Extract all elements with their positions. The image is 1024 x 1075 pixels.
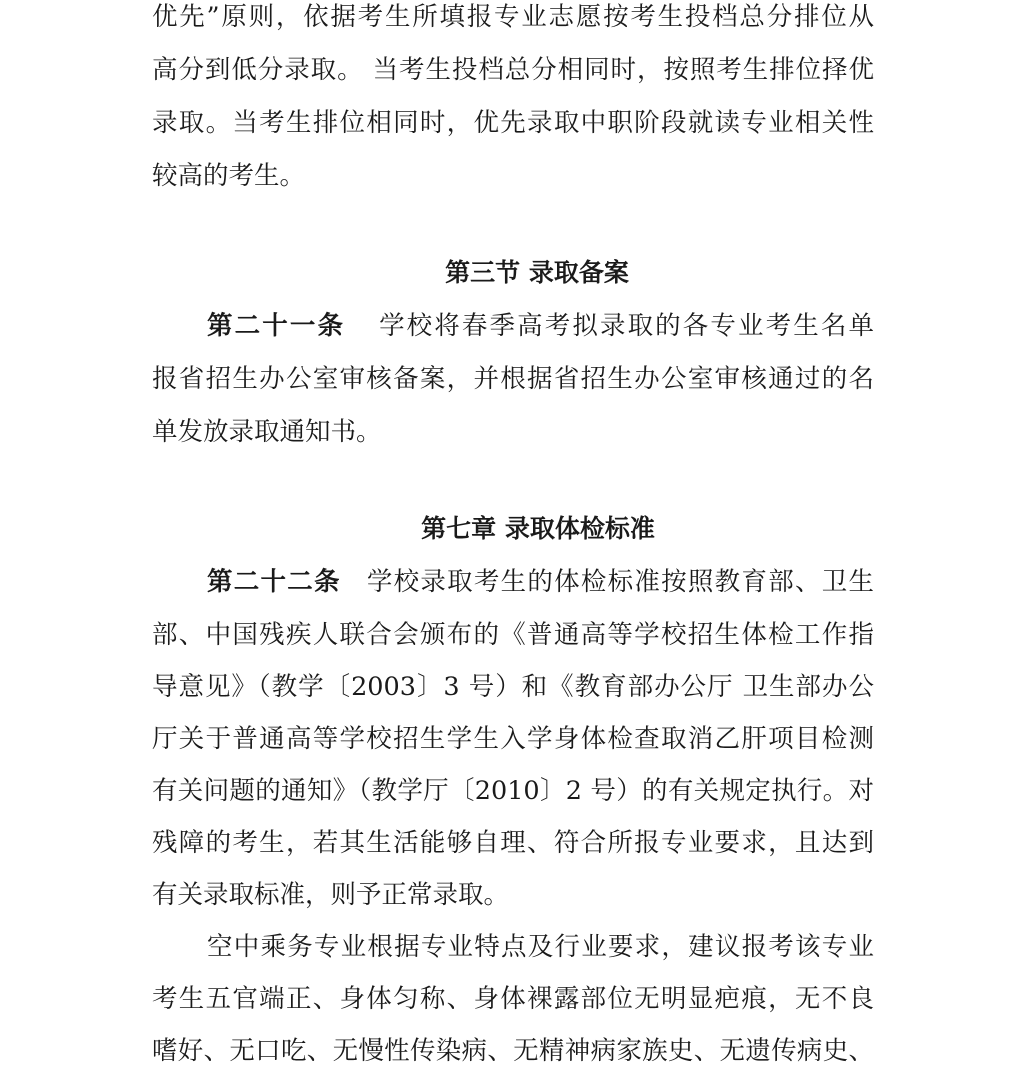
paragraph-line: 部、中国残疾人联合会颁布的《普通高等学校招生体检工作指 xyxy=(152,620,874,650)
paragraph-line: 单发放录取通知书。 xyxy=(152,417,382,447)
article-text: 学校录取考生的体检标准按照教育部、卫生 xyxy=(366,567,874,597)
paragraph-line: 优先”原则，依据考生所填报专业志愿按考生投档总分排位从 xyxy=(152,2,874,32)
paragraph-line: 导意见》（教学〔2003〕3 号）和《教育部办公厅 卫生部办公 xyxy=(152,672,874,702)
chapter-heading: 第七章 录取体检标准 xyxy=(421,514,655,543)
paragraph-line: 残障的考生，若其生活能够自理、符合所报专业要求，且达到 xyxy=(152,828,874,858)
paragraph-line: 有关录取标准，则予正常录取。 xyxy=(152,880,510,910)
paragraph-line: 高分到低分录取。 当考生投档总分相同时，按照考生排位择优 xyxy=(152,55,874,85)
paragraph-line: 嗜好、无口吃、无慢性传染病、无精神病家族史、无遗传病史、 xyxy=(152,1036,874,1066)
article-first-line xyxy=(207,567,874,597)
paragraph-line: 录取。当考生排位相同时，优先录取中职阶段就读专业相关性 xyxy=(152,108,874,138)
paragraph-first-line: 空中乘务专业根据专业特点及行业要求，建议报考该专业 xyxy=(207,932,874,962)
paragraph-line: 报省招生办公室审核备案，并根据省招生办公室审核通过的名 xyxy=(152,364,874,394)
section-heading: 第三节 录取备案 xyxy=(445,258,629,287)
article-first-line xyxy=(207,311,874,341)
paragraph-line: 较高的考生。 xyxy=(152,161,306,191)
paragraph-line: 厅关于普通高等学校招生学生入学身体检查取消乙肝项目检测 xyxy=(152,724,874,754)
paragraph-line: 有关问题的通知》（教学厅〔2010〕2 号）的有关规定执行。对 xyxy=(152,776,874,806)
article-label: 第二十二条 xyxy=(207,567,341,597)
paragraph-line: 考生五官端正、身体匀称、身体裸露部位无明显疤痕，无不良 xyxy=(152,984,874,1014)
article-label: 第二十一条 xyxy=(207,311,346,341)
article-text: 学校将春季高考拟录取的各专业考生名单 xyxy=(379,311,874,341)
